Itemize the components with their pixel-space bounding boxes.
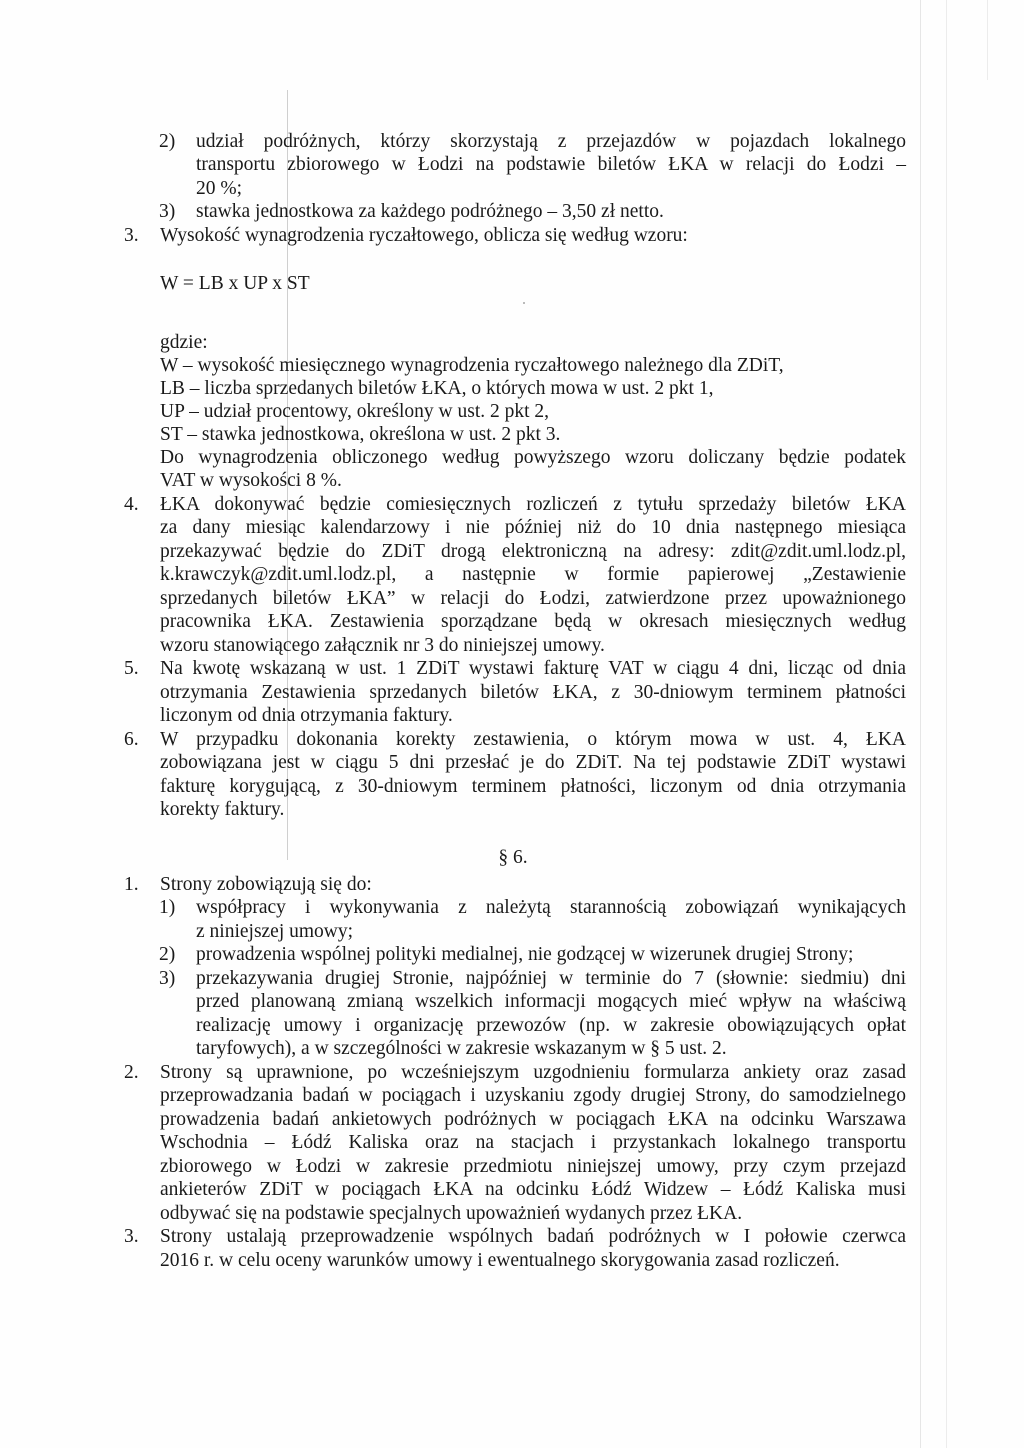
paragraph-number: 4. bbox=[124, 494, 139, 515]
paragraph-number: 1. bbox=[124, 874, 139, 895]
definition-line: W – wysokość miesięcznego wynagrodzenia ryczałtowego należnego dla ZDiT, bbox=[160, 355, 784, 376]
paragraph-line: liczonym od dnia otrzymania faktury. bbox=[160, 705, 453, 726]
paragraph-line: sprzedanych biletów ŁKA” w relacji do Łodzi, zatwierdzone przez upoważnionego bbox=[160, 588, 906, 609]
list-number: 3) bbox=[159, 201, 176, 222]
paragraph-number: 2. bbox=[124, 1062, 139, 1083]
paragraph-line: przeprowadzania badań w pociągach i uzyskaniu zgody drugiej Strony, do samodzielnego bbox=[160, 1085, 906, 1106]
paragraph-line: fakturę korygującą, z 30-dniowym terminem płatności, liczonym od dnia otrzymania bbox=[160, 776, 906, 797]
list-number: 1) bbox=[159, 897, 176, 918]
paragraph-line: prowadzenia badań ankietowych podróżnych w pociągach ŁKA na odcinku Warszawa bbox=[160, 1109, 906, 1130]
scan-artifact-line bbox=[946, 0, 947, 1448]
paragraph-line: przekazywać będzie do ZDiT drogą elektroniczną na adresy: zdit@zdit.uml.lodz.pl, bbox=[160, 541, 906, 562]
paragraph-line: Do wynagrodzenia obliczonego według powyższego wzoru doliczany będzie podatek bbox=[160, 447, 906, 468]
paragraph-line: ŁKA dokonywać będzie comiesięcznych rozliczeń z tytułu sprzedaży biletów ŁKA bbox=[160, 494, 906, 515]
paragraph-line: stawka jednostkowa za każdego podróżnego – 3,50 zł netto. bbox=[196, 201, 664, 222]
section-heading: § 6. bbox=[498, 847, 528, 868]
paragraph-line: pracownika ŁKA. Zestawienia sporządzane będą w okresach miesięcznych według bbox=[160, 611, 906, 632]
paragraph-line: realizację umowy i organizację przewozów (np. w zakresie obowiązujących opłat bbox=[196, 1015, 906, 1036]
paragraph-line: 20 %; bbox=[196, 178, 243, 199]
scan-artifact-line bbox=[987, 0, 988, 80]
paragraph-line: zobowiązana jest w ciągu 5 dni przesłać je do ZDiT. Na tej podstawie ZDiT wystawi bbox=[160, 752, 906, 773]
paragraph-number: 6. bbox=[124, 729, 139, 750]
paragraph-line: k.krawczyk@zdit.uml.lodz.pl, a następnie w formie papierowej „Zestawienie bbox=[160, 564, 906, 585]
definition-line: ST – stawka jednostkowa, określona w ust. 2 pkt 3. bbox=[160, 424, 561, 445]
list-number: 3) bbox=[159, 968, 176, 989]
paragraph-line: przekazywania drugiej Stronie, najpóźniej w terminie do 7 (słownie: siedmiu) dni bbox=[196, 968, 906, 989]
paragraph-line: za dany miesiąc kalendarzowy i nie później niż do 10 dnia następnego miesiąca bbox=[160, 517, 906, 538]
paragraph-line: Strony ustalają przeprowadzenie wspólnych badań podróżnych w I połowie czerwca bbox=[160, 1226, 906, 1247]
scan-artifact-dot bbox=[523, 302, 525, 304]
definitions-label: gdzie: bbox=[160, 332, 208, 353]
paragraph-line: ankieterów ZDiT w pociągach ŁKA na odcinku Łódź Widzew – Łódź Kaliska musi bbox=[160, 1179, 906, 1200]
paragraph-line: Strony są uprawnione, po wcześniejszym uzgodnieniu formularza ankiety oraz zasad bbox=[160, 1062, 906, 1083]
paragraph-line: Wysokość wynagrodzenia ryczałtowego, oblicza się według wzoru: bbox=[160, 225, 688, 246]
paragraph-line: Na kwotę wskazaną w ust. 1 ZDiT wystawi fakturę VAT w ciągu 4 dni, licząc od dnia bbox=[160, 658, 906, 679]
paragraph-line: taryfowych), a w szczególności w zakresie wskazanym w § 5 ust. 2. bbox=[196, 1038, 727, 1059]
paragraph-line: 2016 r. w celu oceny warunków umowy i ewentualnego skorygowania zasad rozliczeń. bbox=[160, 1250, 840, 1271]
paragraph-line: Strony zobowiązują się do: bbox=[160, 874, 372, 895]
list-number: 2) bbox=[159, 131, 176, 152]
paragraph-number: 3. bbox=[124, 1226, 139, 1247]
paragraph-line: prowadzenia wspólnej polityki medialnej, nie godzącej w wizerunek drugiej Strony; bbox=[196, 944, 854, 965]
paragraph-line: współpracy i wykonywania z należytą starannością zobowiązań wynikających bbox=[196, 897, 906, 918]
paragraph-line: wzoru stanowiącego załącznik nr 3 do niniejszej umowy. bbox=[160, 635, 605, 656]
paragraph-line: transportu zbiorowego w Łodzi na podstawie biletów ŁKA w relacji do Łodzi – bbox=[196, 154, 906, 175]
paragraph-line: W przypadku dokonania korekty zestawienia, o którym mowa w ust. 4, ŁKA bbox=[160, 729, 906, 750]
definition-line: LB – liczba sprzedanych biletów ŁKA, o których mowa w ust. 2 pkt 1, bbox=[160, 378, 714, 399]
formula: W = LB x UP x ST bbox=[160, 273, 310, 294]
paragraph-line: VAT w wysokości 8 %. bbox=[160, 470, 342, 491]
paragraph-line: korekty faktury. bbox=[160, 799, 285, 820]
paragraph-line: odbywać się na podstawie specjalnych upoważnień wydanych przez ŁKA. bbox=[160, 1203, 743, 1224]
definition-line: UP – udział procentowy, określony w ust. 2 pkt 2, bbox=[160, 401, 550, 422]
paragraph-line: Wschodnia – Łódź Kaliska oraz na stacjach i przystankach lokalnego transportu bbox=[160, 1132, 906, 1153]
paragraph-line: udział podróżnych, którzy skorzystają z przejazdów w pojazdach lokalnego bbox=[196, 131, 906, 152]
paragraph-line: przed planowaną zmianą wszelkich informacji mogących mieć wpływ na właściwą bbox=[196, 991, 906, 1012]
list-number: 2) bbox=[159, 944, 176, 965]
paragraph-line: otrzymania Zestawienia sprzedanych biletów ŁKA, z 30-dniowym terminem płatności bbox=[160, 682, 906, 703]
paragraph-number: 5. bbox=[124, 658, 139, 679]
paragraph-line: z niniejszej umowy; bbox=[196, 921, 354, 942]
scan-artifact-line bbox=[920, 0, 921, 1448]
paragraph-line: zbiorowego w Łodzi w zakresie przedmiotu niniejszej umowy, przy czym przejazd bbox=[160, 1156, 906, 1177]
paragraph-number: 3. bbox=[124, 225, 139, 246]
